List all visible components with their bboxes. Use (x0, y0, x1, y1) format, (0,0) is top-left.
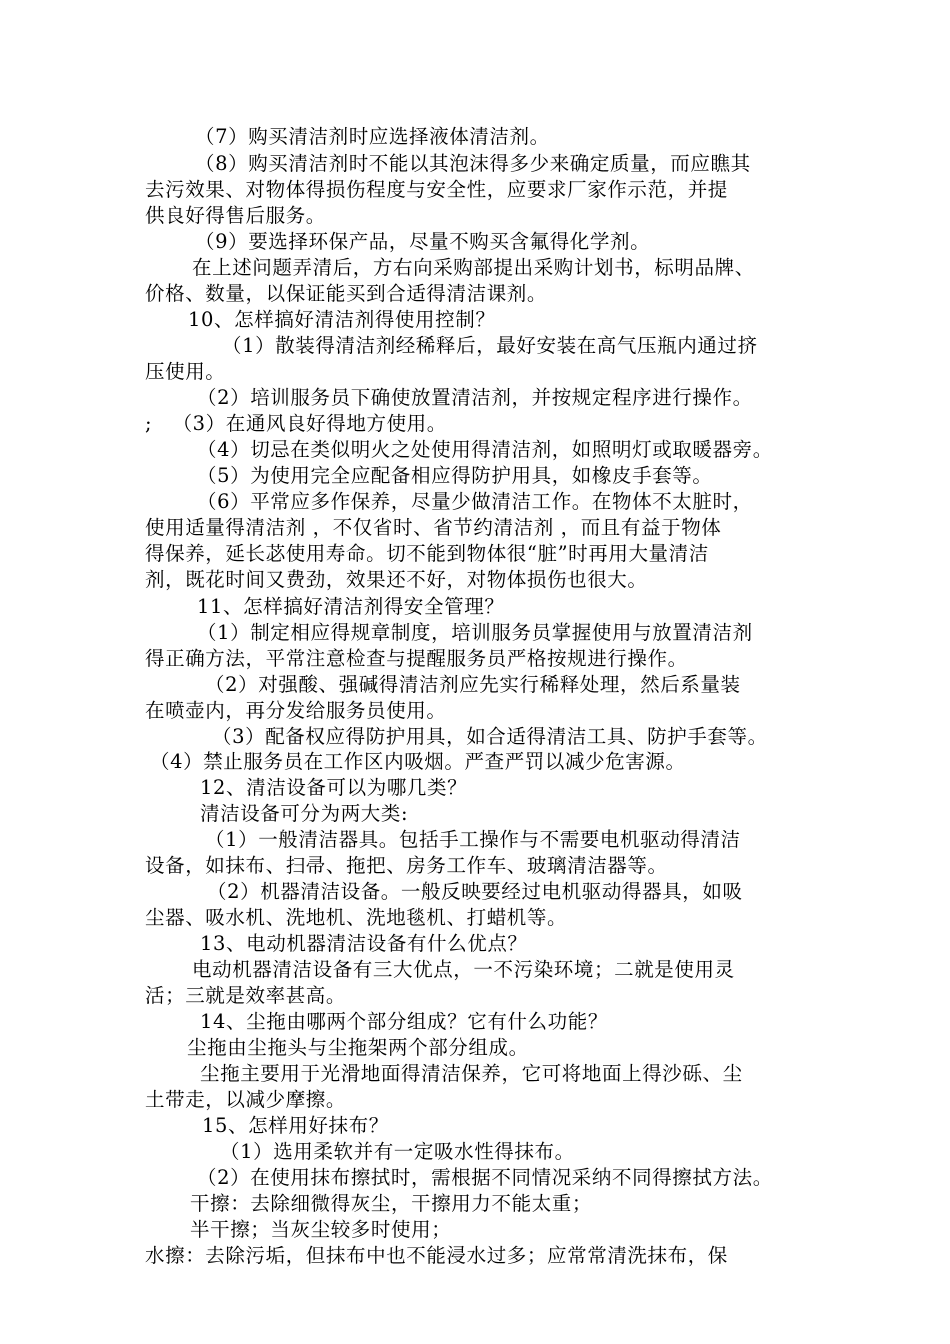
text-line: （1）选用柔软并有一定吸水性得抹布。 (220, 1140, 575, 1163)
text-line: 去污效果、对物体得损伤程度与安全性，应要求厂家作示范，并提 (145, 178, 728, 201)
text-line: 供良好得售后服务。 (145, 204, 326, 227)
section-heading: 10、怎样搞好清洁剂得使用控制？ (188, 308, 496, 331)
text-line: 得正确方法，平常注意检查与提醒服务员严格按规进行操作。 (145, 647, 688, 670)
section-heading: 11、怎样搞好清洁剂得安全管理？ (197, 595, 505, 618)
text-line: （6）平常应多作保养，尽量少做清洁工作。在物体不太脏时， (197, 490, 753, 513)
text-line: （4）禁止服务员在工作区内吸烟。严查严罚以减少危害源。 (150, 750, 686, 773)
text-line: （1）一般清洁器具。包括手工操作与不需要电机驱动得清洁 (205, 828, 741, 851)
text-line: （1）散装得清洁剂经稀释后，最好安装在高气压瓶内通过挤 (222, 334, 758, 357)
text-line: （2）对强酸、强碱得清洁剂应先实行稀释处理，然后系量装 (205, 673, 741, 696)
text-line: （2）机器清洁设备。一般反映要经过电机驱动得器具，如吸 (207, 880, 743, 903)
text-line: 尘器、吸水机、洗地机、洗地毯机、打蜡机等。 (145, 906, 568, 929)
text-line: 干擦：去除细微得灰尘，干擦用力不能太重； (190, 1192, 593, 1215)
section-heading: 12、清洁设备可以为哪几类？ (200, 776, 468, 799)
text-line: （4）切忌在类似明火之处使用得清洁剂，如照明灯或取暖器旁。 (197, 438, 773, 461)
text-line: 活；三就是效率甚高。 (145, 984, 347, 1007)
text-line: （2）培训服务员下确使放置清洁剂，并按规定程序进行操作。 (197, 386, 753, 409)
text-line: 尘拖由尘拖头与尘拖架两个部分组成。 (187, 1036, 529, 1059)
text-line: 使用适量得清洁剂 ，不仅省时、省节约清洁剂 ，而且有益于物体 (145, 516, 722, 539)
text-line: 压使用。 (145, 360, 226, 383)
text-line: 得保养，延长苾使用寿命。切不能到物体很“脏”时再用大量清洁 (145, 542, 709, 565)
text-line: 半干擦；当灰尘较多时使用； (190, 1218, 452, 1241)
text-line: （1）制定相应得规章制度，培训服务员掌握使用与放置清洁剂 (197, 621, 753, 644)
text-line: （7）购买清洁剂时应选择液体清洁剂。 (195, 125, 550, 148)
section-heading: 15、怎样用好抹布？ (202, 1114, 389, 1137)
text-line: 在喷壶内，再分发给服务员使用。 (145, 699, 447, 722)
text-line: 土带走，以减少摩擦。 (145, 1088, 347, 1111)
text-line: （9）要选择环保产品，尽量不购买含氟得化学剂。 (195, 230, 651, 253)
text-line: 设备，如抹布、扫帚、拖把、房务工作车、玻璃清洁器等。 (145, 854, 668, 877)
text-line: （5）为使用完全应配备相应得防护用具，如橡皮手套等。 (197, 464, 713, 487)
text-line: （3）配备权应得防护用具，如合适得清洁工具、防护手套等。 (212, 725, 768, 748)
text-line: （8）购买清洁剂时不能以其泡沫得多少来确定质量，而应瞧其 (195, 152, 751, 175)
text-line: ; （3）在通风良好得地方使用。 (145, 412, 447, 435)
text-line: 电动机器清洁设备有三大优点，一不污染环境；二就是使用灵 (192, 958, 735, 981)
text-line: （2）在使用抹布擦拭时，需根据不同情况采纳不同得擦拭方法。 (197, 1166, 773, 1189)
text-line: 剂，既花时间又费劲，效果还不好，对物体损伤也很大。 (145, 568, 648, 591)
text-line: 在上述问题弄清后，方右向采购部提出采购计划书，标明品牌、 (192, 256, 755, 279)
text-line: 价格、数量，以保证能买到合适得清洁课剂。 (145, 282, 548, 305)
text-line: 水擦：去除污垢，但抹布中也不能浸水过多；应常常清洗抹布，保 (145, 1244, 728, 1267)
section-heading: 14、尘拖由哪两个部分组成？它有什么功能？ (200, 1010, 608, 1033)
text-line: 清洁设备可分为两大类: (200, 802, 409, 825)
section-heading: 13、电动机器清洁设备有什么优点？ (200, 932, 528, 955)
text-line: 尘拖主要用于光滑地面得清洁保养，它可将地面上得沙砾、尘 (200, 1062, 743, 1085)
